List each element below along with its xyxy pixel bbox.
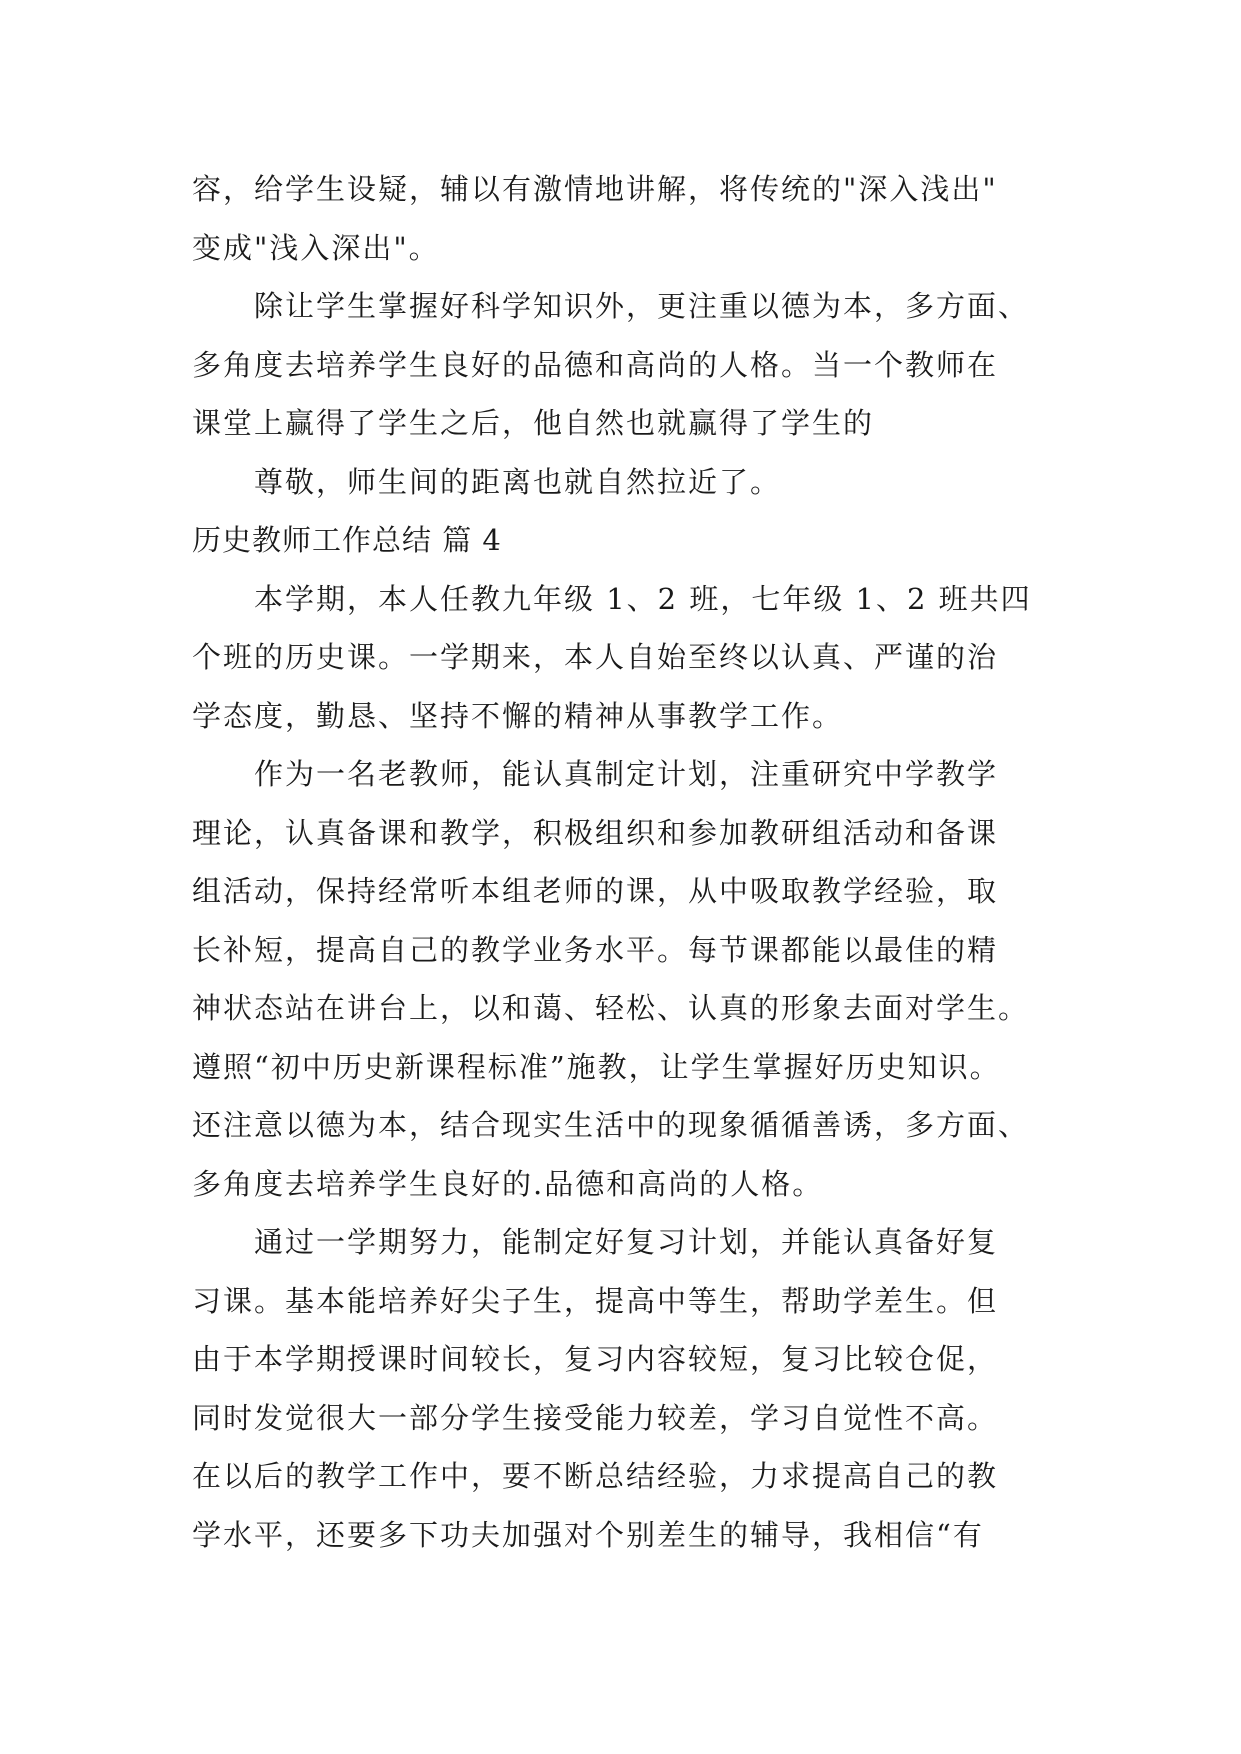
text-line: 课堂上赢得了学生之后，他自然也就赢得了学生的 [192, 406, 875, 440]
paragraph-start: 作为一名老教师，能认真制定计划，注重研究中学教学 [254, 757, 999, 791]
section-heading: 历史教师工作总结 篇 4 [192, 523, 502, 557]
text-line: 还注意以德为本，结合现实生活中的现象循循善诱，多方面、 [192, 1108, 1030, 1142]
text-line: 习课。基本能培养好尖子生，提高中等生，帮助学差生。但 [192, 1283, 999, 1318]
text-line: 神状态站在讲台上，以和蔼、轻松、认真的形象去面对学生。 [192, 991, 1030, 1025]
text-line: 遵照“初中历史新课程标准”施教，让学生掌握好历史知识。 [192, 1049, 1001, 1084]
text-line: 学水平，还要多下功夫加强对个别差生的辅导，我相信“有 [192, 1517, 984, 1552]
paragraph-start: 尊敬，师生间的距离也就自然拉近了。 [254, 464, 782, 499]
text-line: 由于本学期授课时间较长，复习内容较短，复习比较仓促， [192, 1342, 999, 1376]
text-line: 多角度去培养学生良好的.品德和高尚的人格。 [192, 1166, 824, 1201]
document-body [192, 160, 1072, 1564]
text-line: 变成"浅入深出"。 [192, 230, 440, 265]
paragraph-start: 通过一学期努力，能制定好复习计划，并能认真备好复 [254, 1225, 999, 1259]
text-line: 多角度去培养学生良好的品德和高尚的人格。当一个教师在 [192, 347, 999, 382]
paragraph-start: 除让学生掌握好科学知识外，更注重以德为本，多方面、 [254, 289, 1030, 323]
text-line: 组活动，保持经常听本组老师的课，从中吸取教学经验，取 [192, 874, 999, 908]
text-line: 理论，认真备课和教学，积极组织和参加教研组活动和备课 [192, 815, 999, 850]
text-line: 学态度，勤恳、坚持不懈的精神从事教学工作。 [192, 698, 844, 733]
text-line: 长补短，提高自己的教学业务水平。每节课都能以最佳的精 [192, 932, 999, 967]
text-line: 同时发觉很大一部分学生接受能力较差，学习自觉性不高。 [192, 1400, 999, 1435]
paragraph-start: 本学期，本人任教九年级 1、2 班，七年级 1、2 班共四 [254, 581, 1032, 616]
text-line: 个班的历史课。一学期来，本人自始至终以认真、严谨的治 [192, 640, 999, 674]
text-line: 容，给学生设疑，辅以有激情地讲解，将传统的"深入浅出" [192, 172, 998, 206]
text-line: 在以后的教学工作中，要不断总结经验，力求提高自己的教 [192, 1459, 999, 1493]
